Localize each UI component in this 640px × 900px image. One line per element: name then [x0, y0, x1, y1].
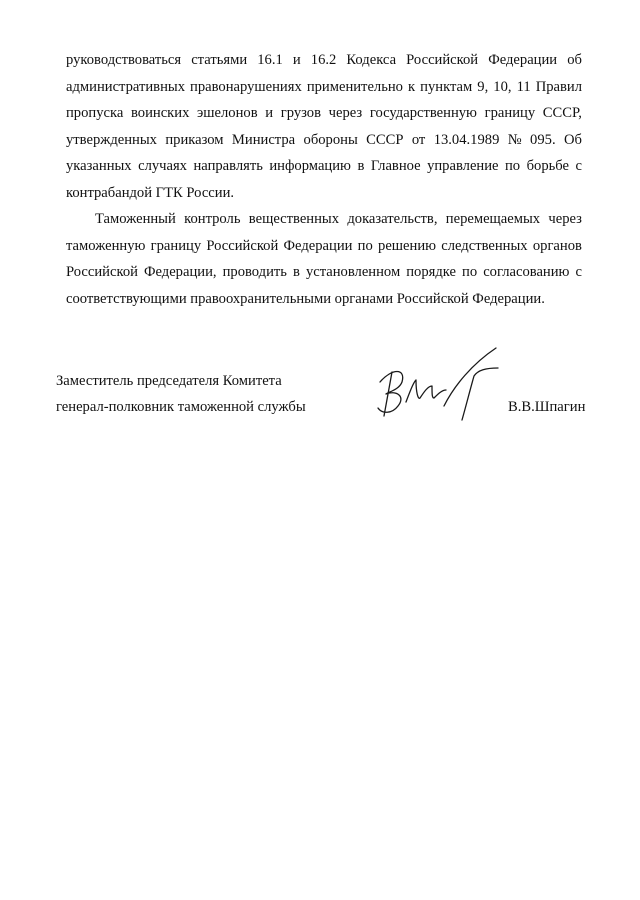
signer-name: В.В.Шпагин [508, 399, 586, 415]
text-line [66, 153, 582, 180]
word: СССР, [542, 105, 582, 121]
word: следственных [441, 237, 528, 254]
handwritten-signature [362, 346, 502, 428]
word: применительно [306, 78, 403, 95]
word: правонарушениях [190, 78, 302, 95]
signature-block [56, 368, 596, 420]
word: информацию [269, 158, 351, 174]
word: № [507, 131, 522, 148]
word: 16.2 [310, 52, 337, 68]
document-body [66, 47, 582, 312]
word: руководствоваться [66, 52, 182, 68]
word: Правил [535, 78, 582, 95]
word: административных [66, 78, 185, 95]
word: с [575, 264, 582, 280]
word: Министра [231, 131, 296, 148]
word: указанных [66, 158, 132, 174]
word: Таможенный [95, 211, 176, 227]
text-line [66, 206, 582, 233]
word: решению [378, 237, 437, 254]
word: приказом [165, 131, 224, 148]
word: Российской [406, 52, 479, 68]
signer-position-line-1: Заместитель председателя Комитета [56, 373, 282, 389]
word: Российской [206, 237, 279, 254]
signature-stroke-1 [378, 372, 403, 417]
word: эшелонов [197, 105, 258, 121]
word: по [462, 264, 478, 280]
paragraph-1 [66, 47, 582, 206]
word: от [411, 131, 426, 148]
signature-stroke-2 [406, 380, 446, 402]
word: границу [484, 105, 536, 121]
signature-stroke-4 [462, 368, 498, 420]
word: пунктам [420, 78, 473, 95]
text-line [66, 127, 582, 154]
word: 10, [493, 78, 512, 95]
word: согласованию [483, 264, 570, 280]
word: об [567, 52, 582, 68]
signer-position-line-2: генерал-полковник таможенной службы [56, 399, 306, 415]
word: 11 [516, 78, 531, 95]
text-line [66, 259, 582, 286]
word: вещественных [248, 211, 340, 227]
word: государственную [369, 105, 477, 121]
word: контроль [184, 211, 241, 227]
word: обороны [303, 131, 358, 148]
word: порядке [406, 264, 456, 280]
word: 16.1 [257, 52, 283, 68]
word: Российской [66, 264, 138, 280]
word: по [357, 237, 373, 254]
word: таможенную [66, 237, 146, 254]
text-line: соответствующими правоохранительными органами Российской Федерации. [66, 290, 545, 307]
word: борьбе [526, 158, 569, 174]
signature-stroke-3 [444, 348, 496, 406]
word: грузов [280, 105, 321, 121]
word: в [292, 264, 300, 280]
word: 095. [530, 131, 556, 148]
word: статьями [191, 52, 248, 68]
word: и [292, 52, 301, 68]
word: 9, [477, 78, 489, 95]
paragraph-2 [66, 206, 582, 312]
word: установленном [305, 264, 401, 280]
word: Федерации [488, 52, 558, 68]
text-line [66, 47, 582, 74]
word: доказательств, [347, 211, 438, 227]
word: и [265, 105, 274, 121]
word: утвержденных [66, 131, 157, 148]
word: органов [532, 237, 582, 254]
word: Кодекса [346, 52, 397, 68]
word: через [328, 105, 363, 121]
word: Федерации [283, 237, 353, 254]
word: через [548, 211, 582, 227]
word: случаях [138, 158, 187, 174]
word: Об [563, 131, 582, 148]
word: Главное [370, 158, 421, 174]
text-line [66, 233, 582, 260]
text-line [66, 74, 582, 101]
word: по [505, 158, 521, 174]
word: проводить [222, 264, 287, 280]
word: направлять [193, 158, 263, 174]
word: с [575, 158, 582, 174]
word: СССР [366, 131, 404, 148]
text-line: контрабандой ГТК России. [66, 184, 235, 201]
word: 13.04.1989 [433, 131, 500, 148]
word: к [408, 78, 416, 95]
word: в [357, 158, 365, 174]
word: границу [150, 237, 202, 254]
text-line [66, 100, 582, 127]
word: воинских [131, 105, 190, 121]
word: управление [427, 158, 499, 174]
word: пропуска [66, 105, 124, 121]
word: Федерации, [143, 264, 217, 280]
word: перемещаемых [445, 211, 541, 227]
